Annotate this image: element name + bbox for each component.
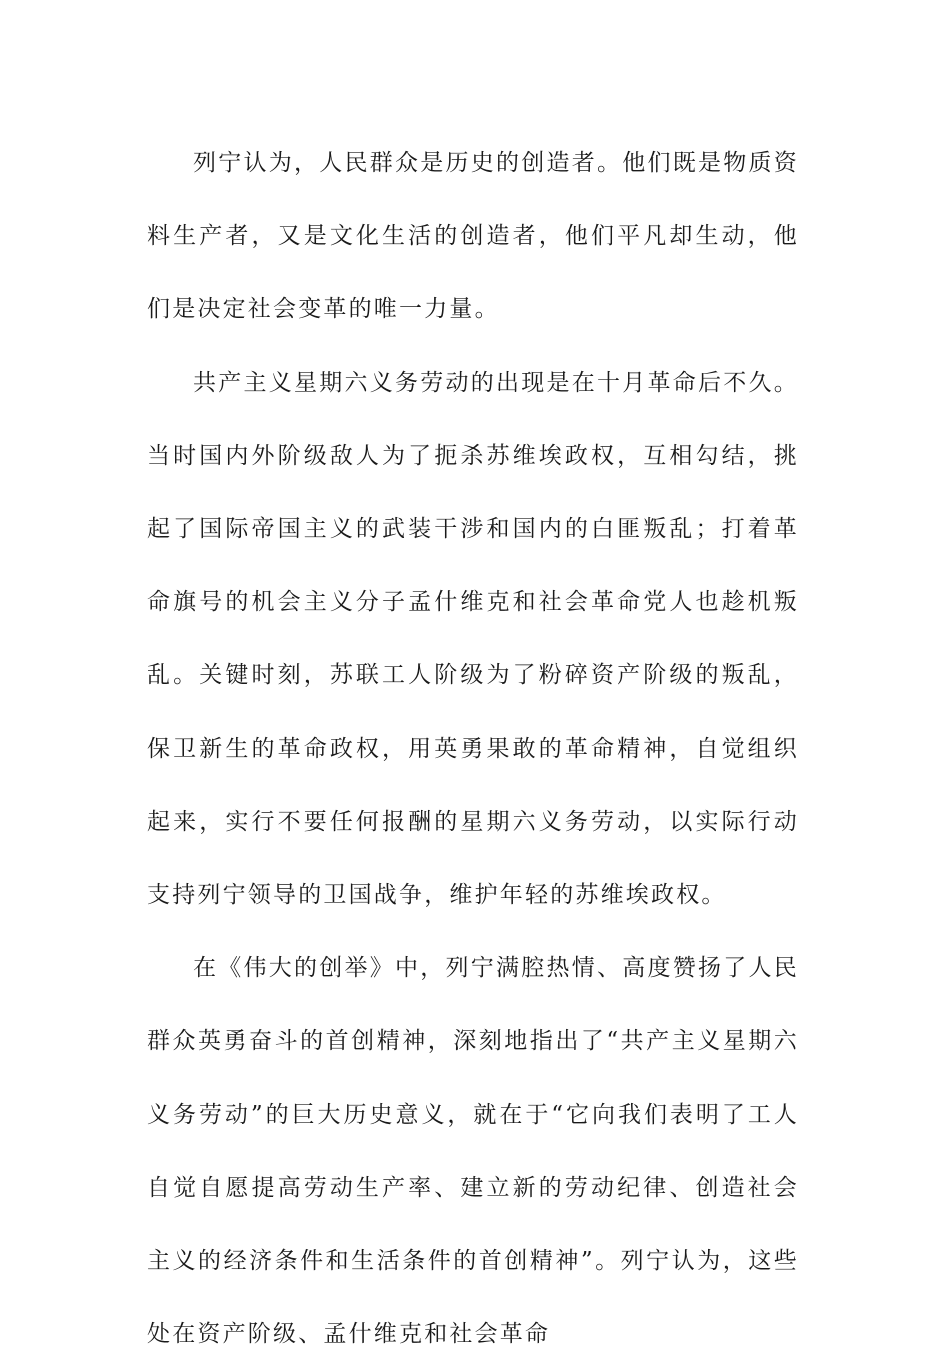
paragraph-3: 在《伟大的创举》中，列宁满腔热情、高度赞扬了人民群众英勇奋斗的首创精神，深刻地指出了“共产主义星期六义务劳动”的巨大历史意义，就在于“它向我们表明了工人自觉自愿提高劳动生产率、建立新的劳动纪律、创造社会主义的经济条件和生活条件的首创精神”。列宁认为，这些处在资产阶级、孟什维克和社会革命 [147, 955, 799, 1348]
paragraph-1: 列宁认为，人民群众是历史的创造者。他们既是物质资料生产者，又是文化生活的创造者，他们平凡却生动，他们是决定社会变革的唯一力量。 [147, 150, 799, 323]
paragraph-2: 共产主义星期六义务劳动的出现是在十月革命后不久。当时国内外阶级敌人为了扼杀苏维埃政权，互相勾结，挑起了国际帝国主义的武装干涉和国内的白匪叛乱；打着革命旗号的机会主义分子孟什维克和社会革命党人也趁机叛乱。关键时刻，苏联工人阶级为了粉碎资产阶级的叛乱，保卫新生的革命政权，用英勇果敢的革命精神，自觉组织起来，实行不要任何报酬的星期六义务劳动，以实际行动支持列宁领导的卫国战争，维护年轻的苏维埃政权。 [147, 369, 799, 909]
body-text [147, 127, 799, 1371]
